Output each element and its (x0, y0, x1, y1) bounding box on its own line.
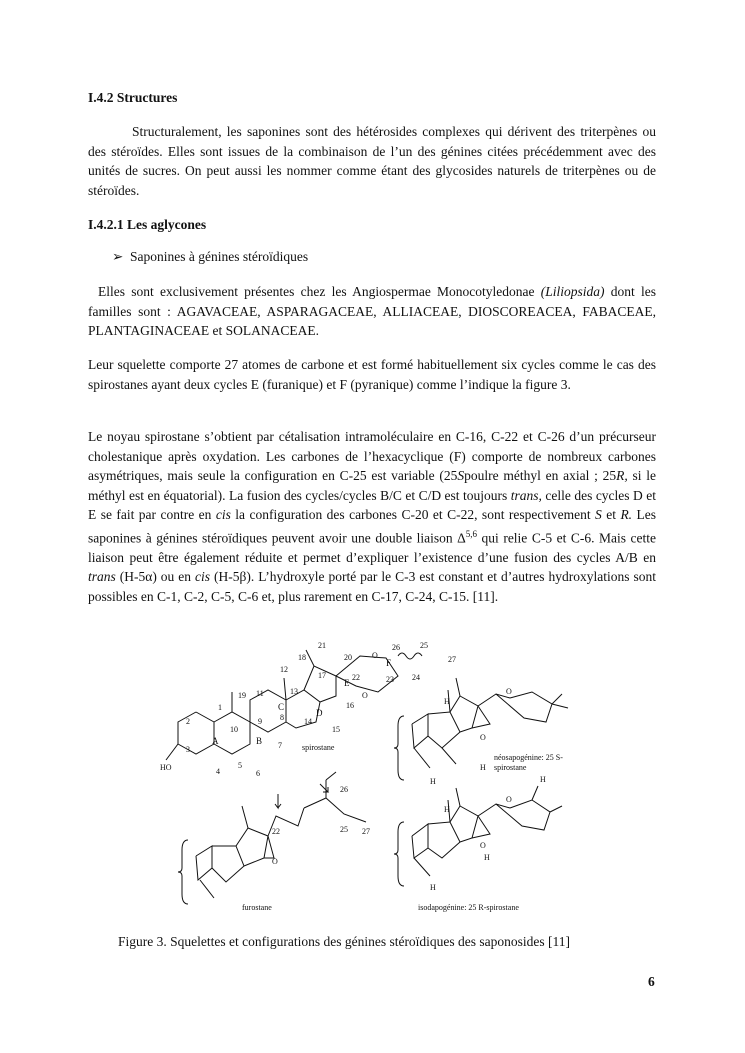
svg-text:O: O (480, 841, 486, 850)
heading-structures: I.4.2 Structures (88, 90, 178, 105)
svg-text:4: 4 (216, 767, 220, 776)
svg-text:25: 25 (420, 641, 428, 650)
svg-text:26: 26 (392, 643, 400, 652)
label-neo-1: néosapogénine: 25 S- (494, 753, 563, 762)
svg-text:16: 16 (346, 701, 354, 710)
furostane-structure (178, 772, 370, 912)
spirostane-skeleton (166, 650, 422, 760)
isosapogenin-structure (394, 775, 562, 912)
svg-text:12: 12 (280, 665, 288, 674)
svg-text:H: H (480, 763, 486, 772)
svg-text:2: 2 (186, 717, 190, 726)
svg-text:H: H (540, 775, 546, 784)
svg-text:H: H (430, 777, 436, 786)
svg-text:20: 20 (344, 653, 352, 662)
svg-text:26: 26 (340, 785, 348, 794)
svg-text:17: 17 (318, 671, 326, 680)
svg-text:O: O (362, 691, 368, 700)
svg-text:24: 24 (412, 673, 420, 682)
svg-text:18: 18 (298, 653, 306, 662)
svg-text:10: 10 (230, 725, 238, 734)
paragraph-noyau: Le noyau spirostane s’obtient par cétalisation intramoléculaire en C-16, C-22 et C-26 d’un précurseur cholestanique après oxydation. Les carbones de l’hexacyclique (F) comporte de nombreux carbones asymétriques, mais seule la configuration en C-25 est variable (25Spoulre méthyl en axial ; 25R, si le méthyl est en équatorial). La fusion des cycles/cycles B/C et C/D est toujours trans, celle des cycles D et E se fait par contre en cis la configuration des carbones C-20 et C-22, sont respectivement S et R. Les saponines à génines stéroïdiques peuvent avoir une double liaison Δ$^{5,6}$ qui relie C-5 et C-6. Mais cette liaison peut être également réduite et permet d’expliquer l’existence d’une fusion des cycles A/B en trans (H-5α) ou en cis (H-5β). L’hydroxyle porté par le C-3 est constant et d’autres hydroxylations sont possibles en C-1, C-2, C-5, C-6 et, plus rarement en C-17, C-24, C-15. [11]. (88, 429, 656, 604)
paragraph-families (88, 282, 656, 341)
svg-text:E: E (344, 678, 350, 688)
label-iso: isodapogénine: 25 R-spirostane (418, 903, 519, 912)
svg-text:6: 6 (256, 769, 260, 778)
arrow-bullet-icon: ➢ (112, 249, 124, 264)
neosapogenin-structure (394, 678, 568, 786)
svg-text:27: 27 (448, 655, 456, 664)
svg-text:22: 22 (352, 673, 360, 682)
families-text-a: Elles sont exclusivement présentes chez les Angiospermae Monocotyledonae (98, 284, 541, 299)
svg-text:8: 8 (280, 713, 284, 722)
svg-text:14: 14 (304, 717, 312, 726)
svg-text:O: O (506, 795, 512, 804)
svg-text:11: 11 (256, 689, 264, 698)
figure-3-structures (160, 636, 660, 926)
svg-text:27: 27 (362, 827, 370, 836)
bullet-steroid (112, 249, 308, 265)
svg-text:O: O (372, 651, 378, 660)
label-neo-2: spirostane (494, 763, 527, 772)
svg-text:13: 13 (290, 687, 298, 696)
svg-text:H: H (444, 697, 450, 706)
svg-text:23: 23 (386, 675, 394, 684)
svg-text:H: H (444, 805, 450, 814)
svg-text:B: B (256, 736, 263, 746)
svg-text:1: 1 (218, 703, 222, 712)
figure-caption: Figure 3. Squelettes et configurations des génines stéroïdiques des saponosides [11] (118, 934, 571, 949)
svg-text:9: 9 (258, 717, 262, 726)
families-text-em: (Liliopsida) (540, 284, 605, 299)
steroid-structures-svg (160, 636, 660, 926)
svg-text:C: C (278, 702, 285, 712)
label-spirostane: spirostane (302, 743, 335, 752)
svg-text:O: O (480, 733, 486, 742)
svg-text:7: 7 (278, 741, 282, 750)
svg-text:5: 5 (238, 761, 242, 770)
svg-text:H: H (430, 883, 436, 892)
svg-text:21: 21 (318, 641, 326, 650)
paragraph-skeleton: Leur squelette comporte 27 atomes de carbone et est formé habituellement six cycles comme le cas des spirostanes ayant deux cycles E (furanique) et F (pyranique) comme l’indique la figure 3. (88, 357, 656, 392)
svg-text:A: A (212, 736, 219, 746)
spirostane-atom-labels (160, 641, 456, 778)
svg-text:19: 19 (238, 691, 246, 700)
heading-aglycones: I.4.2.1 Les aglycones (88, 217, 207, 232)
svg-text:O: O (272, 857, 278, 866)
svg-text:22: 22 (272, 827, 280, 836)
svg-text:3: 3 (186, 745, 190, 754)
svg-text:O: O (506, 687, 512, 696)
svg-text:D: D (316, 708, 323, 718)
families-text-b: dont les familles sont : AGAVACEAE, ASPARAGACEAE, ALLIACEAE, DIOSCOREACEA, FABACEAE, PLANTAGINACEAE et SOLANACEAE. (88, 284, 656, 338)
svg-text:F: F (386, 658, 392, 668)
svg-text:15: 15 (332, 725, 340, 734)
svg-text:H: H (484, 853, 490, 862)
bullet-steroid-label: Saponines à génines stéroïdiques (130, 249, 309, 264)
label-furostane: furostane (242, 903, 272, 912)
page-number: 6 (648, 974, 655, 989)
svg-text:HO: HO (160, 763, 172, 772)
paragraph-intro: Structuralement, les saponines sont des hétérosides complexes qui dérivent des triterpènes ou des stéroïdes. Elles sont issues de la combinaison de l’un des génines citées précédemment avec des unités de sucres. On peut aussi les nommer comme étant des glycosides naturels de triterpènes ou de stéroïdes. (88, 124, 656, 198)
svg-text:25: 25 (340, 825, 348, 834)
